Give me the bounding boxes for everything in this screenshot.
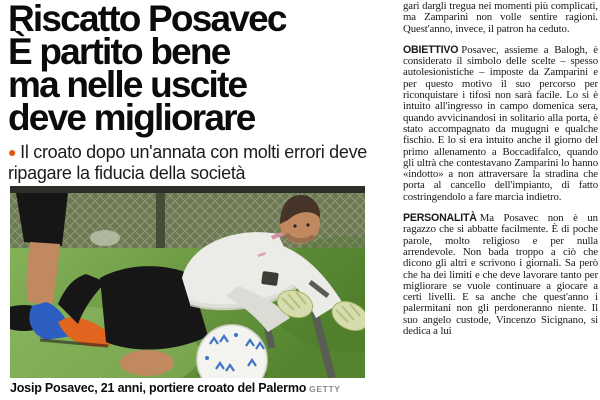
section-lead-personalita: PERSONALITÀ [403,212,477,225]
article-photo [10,186,365,378]
standfirst [8,142,382,183]
photo-credit: GETTY [309,384,341,394]
paragraph-text: Posavec, assieme a Balogh, è considerato il simbolo delle scelte – spesso autolesionistiche – imposte da Zamparini e per questo motivo il suo percorso per riconquistare i tifosi non sarà facile. Lo si è intuito all'ingresso in campo domenica sera, quando avvicinandosi in solitario alla porta, è stato accompagnato da mugugni e qualche fischio. E lo si era intuito anche il giorno del primo allenamento a Boccadifalco, quando gli ultrà che contestavano Zamparini lo hanno «indotto» a non attraversare la stradina che porta al cancello dell'impianto, di fatto costringendolo a fare marcia indietro. [403,43,598,203]
paragraph-text: gari dargli tregua nei momenti più complicati, ma Zamparini non volle sentire ragioni. Quest'anno, invece, il patron ha ceduto. [403,1,598,35]
headline-line-4: deve migliorare [8,97,255,138]
headline-line-2: È partito bene [8,31,230,72]
headline-block [8,2,382,183]
headline-line-3: ma nelle uscite [8,64,247,105]
caption-text: Josip Posavec, 21 anni, portiere croato del Palermo [10,381,307,395]
headline-line-1: Riscatto Posavec [8,0,286,39]
goalkeeper-photo-illustration [10,186,365,378]
headline [8,0,382,138]
section-lead-obiettivo: OBIETTIVO [403,43,459,56]
jersey-crest [261,271,279,286]
article-column [403,1,598,400]
article-paragraph [403,1,598,35]
bullet-icon: ● [8,144,17,160]
photo-caption [10,381,341,395]
paragraph-text: Ma Posavec non è un ragazzo che si abbatte facilmente. È di poche parole, molto religioso e per nulla arrendevole. Non bada troppo a ciò che dicono gli altri e scrivono i giornali. Sa però che ha dei limiti e che deve lavorare tanto per migliorare se vuole continuare a giocare a certi livelli. E sa anche che quest'anno i palermitani non gli perdoneranno niente. Il suo angelo custode, Vincenzo Sicignano, si dedica a lui [403,212,598,338]
article-paragraph [403,213,598,337]
standfirst-text: Il croato dopo un'annata con molti errori deve ripagare la fiducia della società [8,142,368,183]
article-paragraph [403,45,598,203]
